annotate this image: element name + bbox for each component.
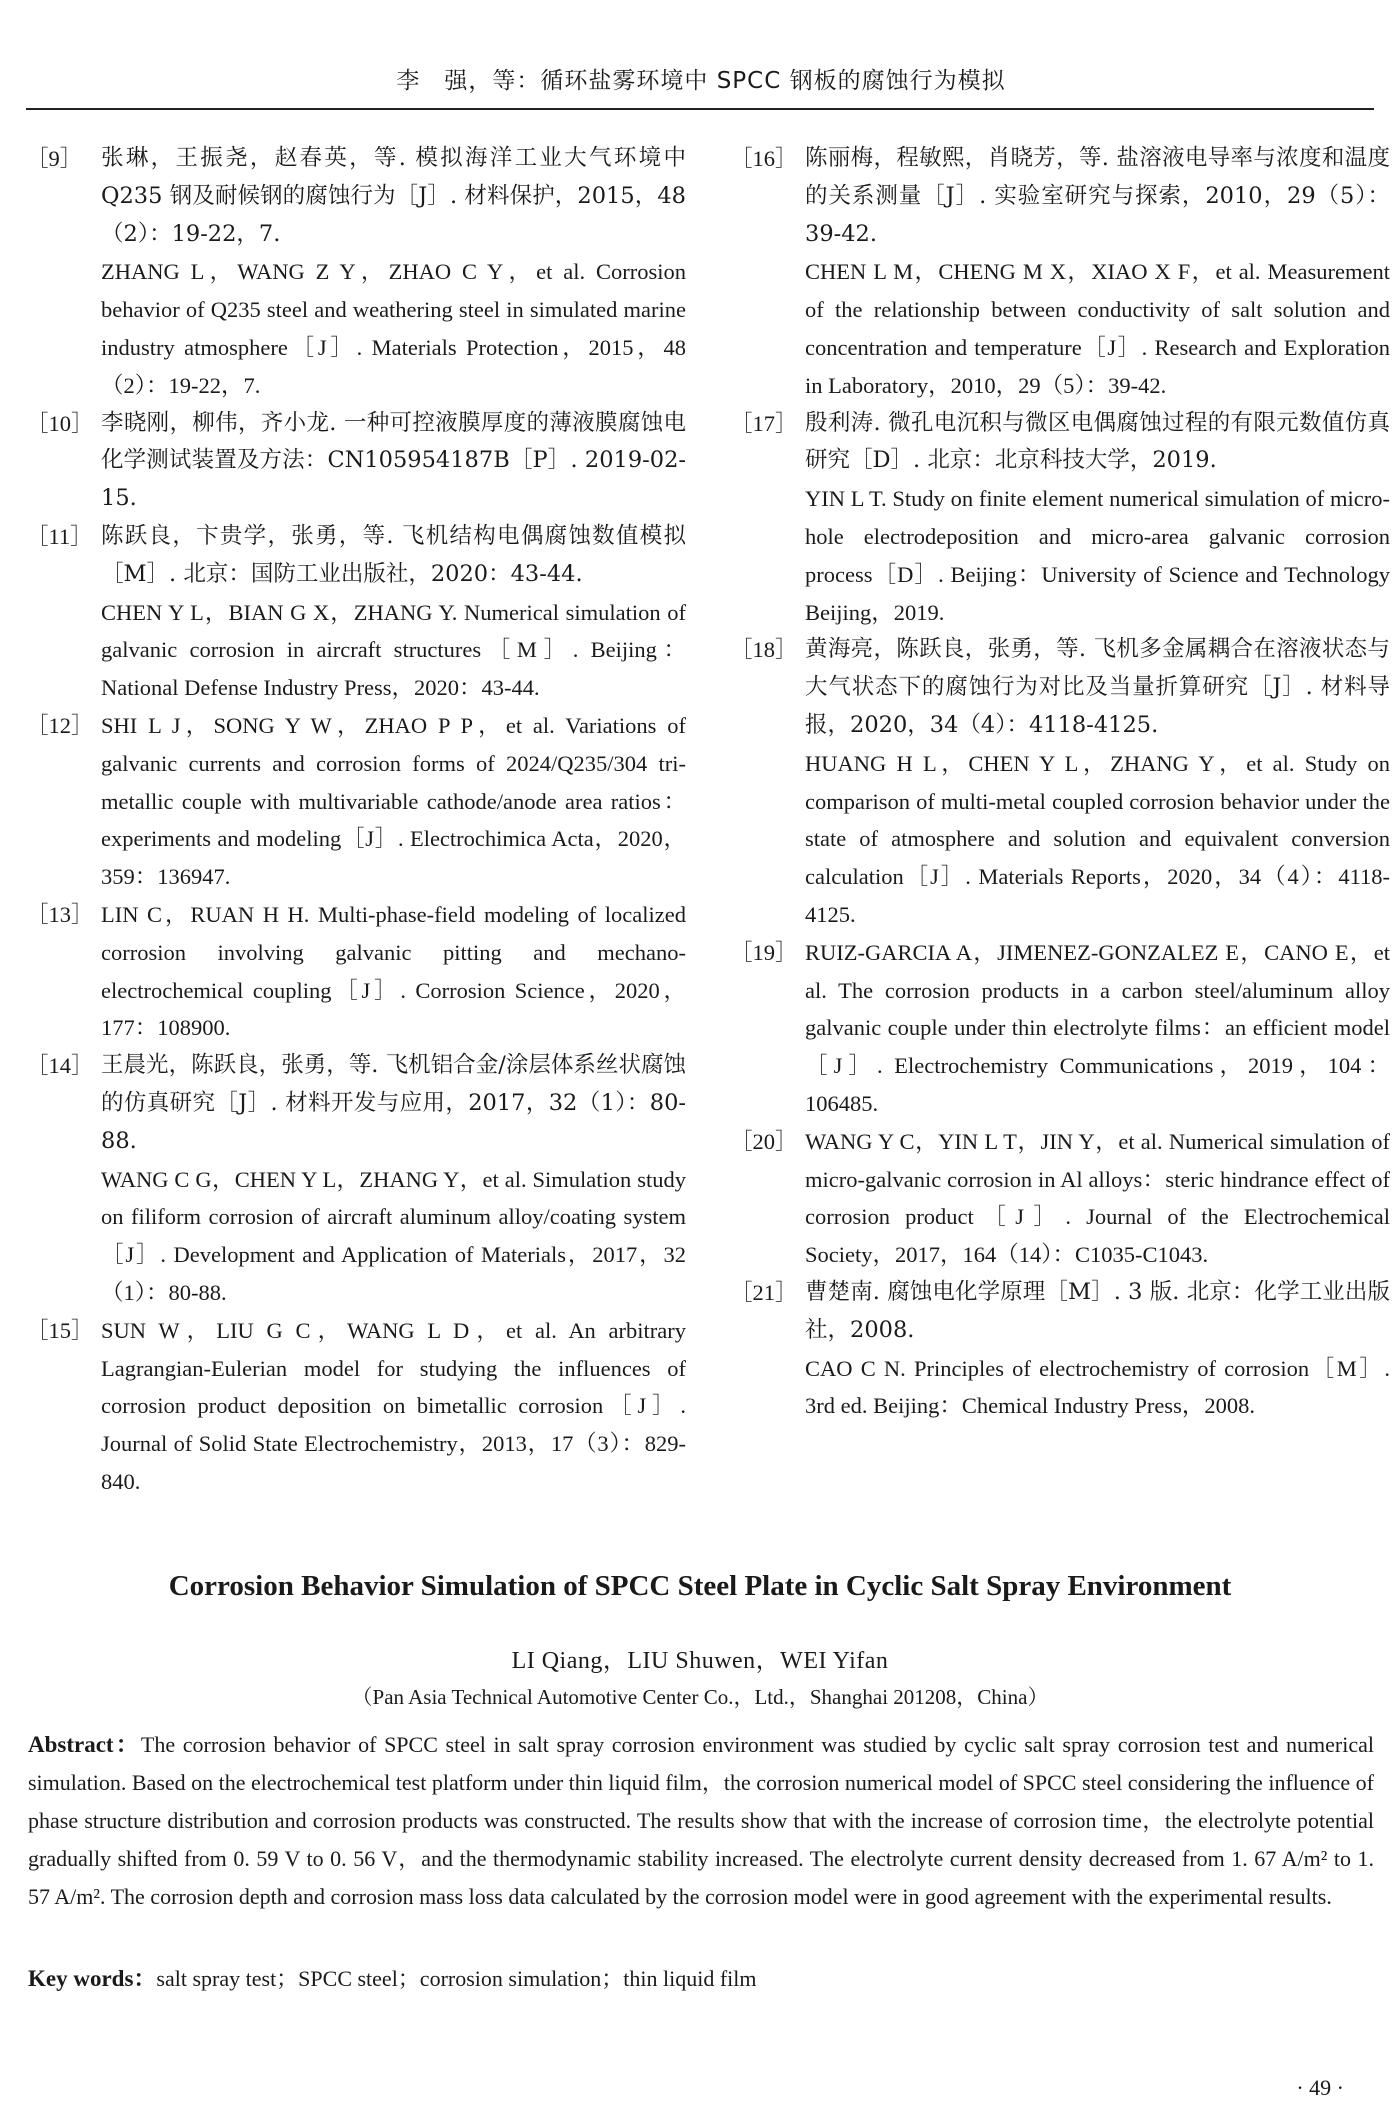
reference-number: ［17］ xyxy=(730,410,798,436)
reference-11 xyxy=(26,518,686,707)
reference-number: ［15］ xyxy=(26,1317,94,1343)
reference-19 xyxy=(730,934,1390,1123)
reference-en: RUIZ-GARCIA A，JIMENEZ-GONZALEZ E，CANO E，et al. The corrosion products in a carbon steel/aluminum alloy galvanic couple under thin electrolyte films：an efficient model［J］. Electrochemistry Communications，2019，104：106485. xyxy=(805,939,1390,1116)
references-left-column xyxy=(26,140,686,1501)
reference-en: LIN C，RUAN H H. Multi-phase-field modeling of localized corrosion involving galvanic pitting and mechano-electrochemical coupling［J］. Corrosion Science，2020，177：108900. xyxy=(101,901,686,1041)
reference-15 xyxy=(26,1312,686,1501)
reference-9 xyxy=(26,140,686,405)
affiliation: （Pan Asia Technical Automotive Center Co.，Ltd.，Shanghai 201208，China） xyxy=(351,1685,1049,1709)
reference-zh: 黄海亮，陈跃良，张勇，等. 飞机多金属耦合在溶液状态与大气状态下的腐蚀行为对比及当量折算研究［J］. 材料导报，2020，34（4）：4118-4125. xyxy=(805,636,1390,738)
reference-number: ［11］ xyxy=(26,523,93,549)
reference-number: ［9］ xyxy=(26,146,83,171)
abstract xyxy=(28,1726,1374,1916)
reference-number: ［10］ xyxy=(26,410,94,436)
reference-10 xyxy=(26,405,686,518)
abstract-text: The corrosion behavior of SPCC steel in salt spray corrosion environment was studied by cyclic salt spray corrosion test and numerical simulation. Based on the electrochemical test platform under thin liquid film，the corrosion numerical model of SPCC steel considering the influence of phase structure distribution and corrosion products was constructed. The results show that with the increase of corrosion time，the electrolyte potential gradually shifted from 0. 59 V to 0. 56 V，and the thermodynamic stability increased. The electrolyte current density decreased from 1. 67 A/m² to 1. 57 A/m². The corrosion depth and corrosion mass loss data calculated by the corrosion model were in good agreement with the experimental results. xyxy=(28,1732,1375,1909)
reference-en: WANG Y C，YIN L T，JIN Y，et al. Numerical simulation of micro-galvanic corrosion in Al alloys：steric hindrance effect of corrosion product［J］. Journal of the Electrochemical Society，2017，164（14）：C1035-C1043. xyxy=(805,1128,1390,1268)
reference-17 xyxy=(730,405,1390,632)
reference-zh: 殷利涛. 微孔电沉积与微区电偶腐蚀过程的有限元数值仿真研究［D］. 北京：北京科技大学，2019. xyxy=(805,409,1390,474)
authors: LI Qiang，LIU Shuwen，WEI Yifan xyxy=(511,1648,889,1674)
english-title: Corrosion Behavior Simulation of SPCC Steel Plate in Cyclic Salt Spray Environment xyxy=(168,1570,1232,1602)
abstract-label: Abstract： xyxy=(28,1732,141,1757)
reference-en: WANG C G，CHEN Y L，ZHANG Y，et al. Simulation study on filiform corrosion of aircraft aluminum alloy/coating system［J］. Development and Application of Materials，2017，32（1）：80-88. xyxy=(101,1166,686,1305)
reference-en: HUANG H L，CHEN Y L，ZHANG Y，et al. Study on comparison of multi-metal coupled corrosion behavior under the state of atmosphere and solution and equivalent conversion calculation［J］. Materials Reports，2020，34（4）：4118-4125. xyxy=(805,750,1390,927)
references-right-column xyxy=(730,140,1390,1425)
reference-number: ［21］ xyxy=(730,1279,798,1305)
reference-number: ［13］ xyxy=(26,901,94,927)
reference-en: SUN W，LIU G C，WANG L D，et al. An arbitrary Lagrangian-Eulerian model for studying the influences of corrosion product deposition on bimetallic corrosion［J］. Journal of Solid State Electrochemistry，2013，17（3）：829-840. xyxy=(101,1317,686,1494)
reference-13 xyxy=(26,896,686,1047)
reference-zh: 张琳，王振尧，赵春英，等. 模拟海洋工业大气环境中 Q235 钢及耐候钢的腐蚀行为［J］. 材料保护，2015，48（2）：19-22，7. xyxy=(101,145,686,247)
reference-20 xyxy=(730,1123,1390,1274)
reference-en: CHEN L M，CHENG M X，XIAO X F，et al. Measurement of the relationship between conductivity of salt solution and concentration and temperature［J］. Research and Exploration in Laboratory，2010，29（5）：39-42. xyxy=(805,259,1390,398)
reference-en: CHEN Y L，BIAN G X，ZHANG Y. Numerical simulation of galvanic corrosion in aircraft structures［M］. Beijing：National Defense Industry Press，2020：43-44. xyxy=(101,599,686,701)
reference-zh: 曹楚南. 腐蚀电化学原理［M］. 3 版. 北京：化学工业出版社，2008. xyxy=(805,1278,1390,1343)
reference-zh: 陈丽梅，程敏熙，肖晓芳，等. 盐溶液电导率与浓度和温度的关系测量［J］. 实验室研究与探索，2010，29（5）：39-42. xyxy=(805,145,1390,247)
reference-en: SHI L J，SONG Y W，ZHAO P P，et al. Variations of galvanic currents and corrosion forms of 2024/Q235/304 tri-metallic couple with multivariable cathode/anode area ratios：experiments and modeling［J］. Electrochimica Acta，2020，359：136947. xyxy=(101,712,686,890)
reference-21 xyxy=(730,1274,1390,1425)
running-header: 李 强，等：循环盐雾环境中 SPCC 钢板的腐蚀行为模拟 xyxy=(396,68,1006,94)
reference-zh: 李晓刚，柳伟，齐小龙. 一种可控液膜厚度的薄液膜腐蚀电化学测试装置及方法：CN105954187B［P］. 2019-02-15. xyxy=(101,409,686,512)
reference-number: ［14］ xyxy=(26,1053,94,1079)
reference-zh: 陈跃良，卞贵学，张勇，等. 飞机结构电偶腐蚀数值模拟［M］. 北京：国防工业出版社，2020：43-44. xyxy=(101,522,686,587)
header-rule xyxy=(26,108,1374,110)
reference-zh: 王晨光，陈跃良，张勇，等. 飞机铝合金/涂层体系丝状腐蚀的仿真研究［J］. 材料开发与应用，2017，32（1）：80-88. xyxy=(101,1052,686,1154)
reference-14 xyxy=(26,1047,686,1312)
reference-en: CAO C N. Principles of electrochemistry of corrosion［M］. 3rd ed. Beijing：Chemical Industry Press，2008. xyxy=(805,1355,1390,1419)
reference-number: ［20］ xyxy=(730,1128,798,1154)
reference-number: ［16］ xyxy=(730,146,798,171)
reference-number: ［18］ xyxy=(730,637,798,663)
reference-en: YIN L T. Study on finite element numerical simulation of micro-hole electrodeposition and micro-area galvanic corrosion process［D］. Beijing：University of Science and Technology Beijing，2019. xyxy=(805,486,1390,625)
reference-number: ［19］ xyxy=(730,939,798,965)
reference-18 xyxy=(730,631,1390,933)
keywords-text: salt spray test；SPCC steel；corrosion simulation；thin liquid film xyxy=(156,1966,757,1991)
keywords xyxy=(28,1960,1374,1998)
page-number: · 49 · xyxy=(1296,2075,1344,2100)
reference-en: ZHANG L，WANG Z Y，ZHAO C Y，et al. Corrosion behavior of Q235 steel and weathering steel in simulated marine industry atmosphere［J］. Materials Protection，2015，48（2）：19-22，7. xyxy=(101,259,686,398)
reference-12 xyxy=(26,707,686,896)
reference-number: ［12］ xyxy=(26,712,94,738)
reference-16 xyxy=(730,140,1390,405)
keywords-label: Key words： xyxy=(28,1966,157,1991)
